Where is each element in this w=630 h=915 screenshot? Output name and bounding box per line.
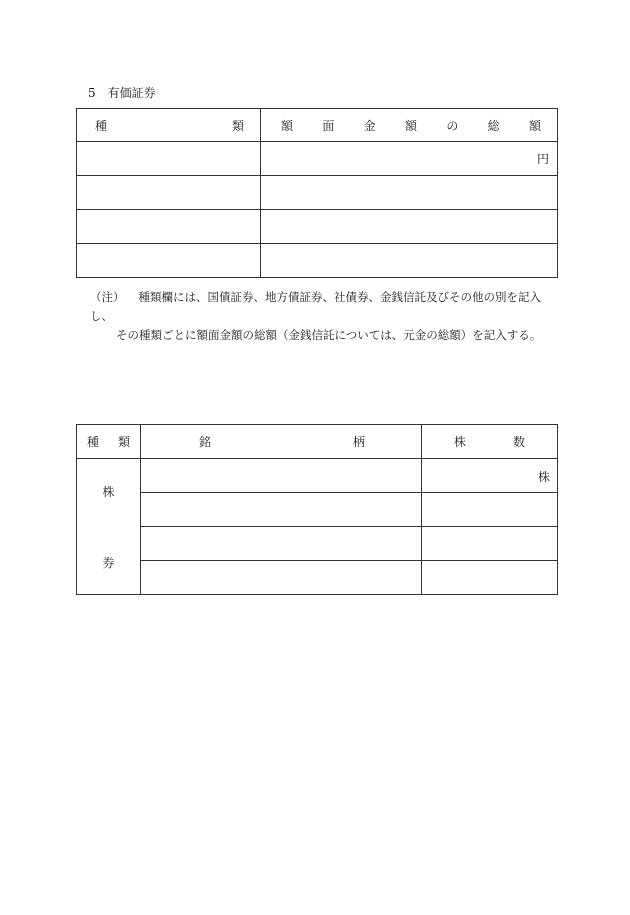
section-title: 有価証券 (107, 86, 156, 100)
amount-cell[interactable] (261, 210, 558, 244)
kind-cell[interactable] (77, 176, 261, 210)
brand-cell[interactable] (141, 561, 422, 595)
header-brand: 銘 柄 (141, 425, 422, 459)
amount-cell[interactable] (261, 142, 558, 176)
stock-certificates-table (76, 424, 558, 595)
stock-kind-cell (77, 459, 141, 595)
header-share-count: 株 数 (422, 425, 558, 459)
table-row (77, 527, 558, 561)
table-header-row (77, 109, 558, 142)
kind-cell[interactable] (77, 142, 261, 176)
table-row (77, 244, 558, 278)
share-count-cell[interactable] (422, 561, 558, 595)
table-row (77, 176, 558, 210)
brand-cell[interactable] (141, 459, 422, 493)
amount-cell[interactable] (261, 244, 558, 278)
header-kind: 種 類 (77, 109, 261, 142)
table-row (77, 493, 558, 527)
share-unit: 株 (537, 470, 550, 484)
note-line-2: その種類ごとに額面金額の総額（金銭信託については、元金の総額）を記入する。 (116, 328, 542, 342)
note-line-1: 種類欄には、国債証券、地方債証券、社債券、金銭信託及びその他の別を記入し、 (90, 290, 541, 323)
header-face-value-total: 額 面 金 額 の 総 額 (261, 109, 558, 142)
kind-cell[interactable] (77, 244, 261, 278)
table-row (77, 561, 558, 595)
note-label: （注） (90, 290, 125, 304)
kind-char-kabu: 株 (102, 484, 115, 499)
kind-cell[interactable] (77, 210, 261, 244)
kind-char-ken: 券 (102, 555, 115, 570)
section-number: 5 (88, 86, 96, 100)
table-header-row (77, 425, 558, 459)
share-count-cell[interactable] (422, 493, 558, 527)
yen-unit: 円 (536, 152, 549, 166)
section-heading (88, 84, 156, 101)
table-row (77, 459, 558, 493)
table-row (77, 210, 558, 244)
header-kind: 種 類 (77, 425, 141, 459)
brand-cell[interactable] (141, 493, 422, 527)
share-count-cell[interactable] (422, 527, 558, 561)
share-count-cell[interactable] (422, 459, 558, 493)
securities-face-value-table (76, 108, 558, 278)
brand-cell[interactable] (141, 527, 422, 561)
amount-cell[interactable] (261, 176, 558, 210)
table-note (90, 288, 560, 345)
table-row (77, 142, 558, 176)
